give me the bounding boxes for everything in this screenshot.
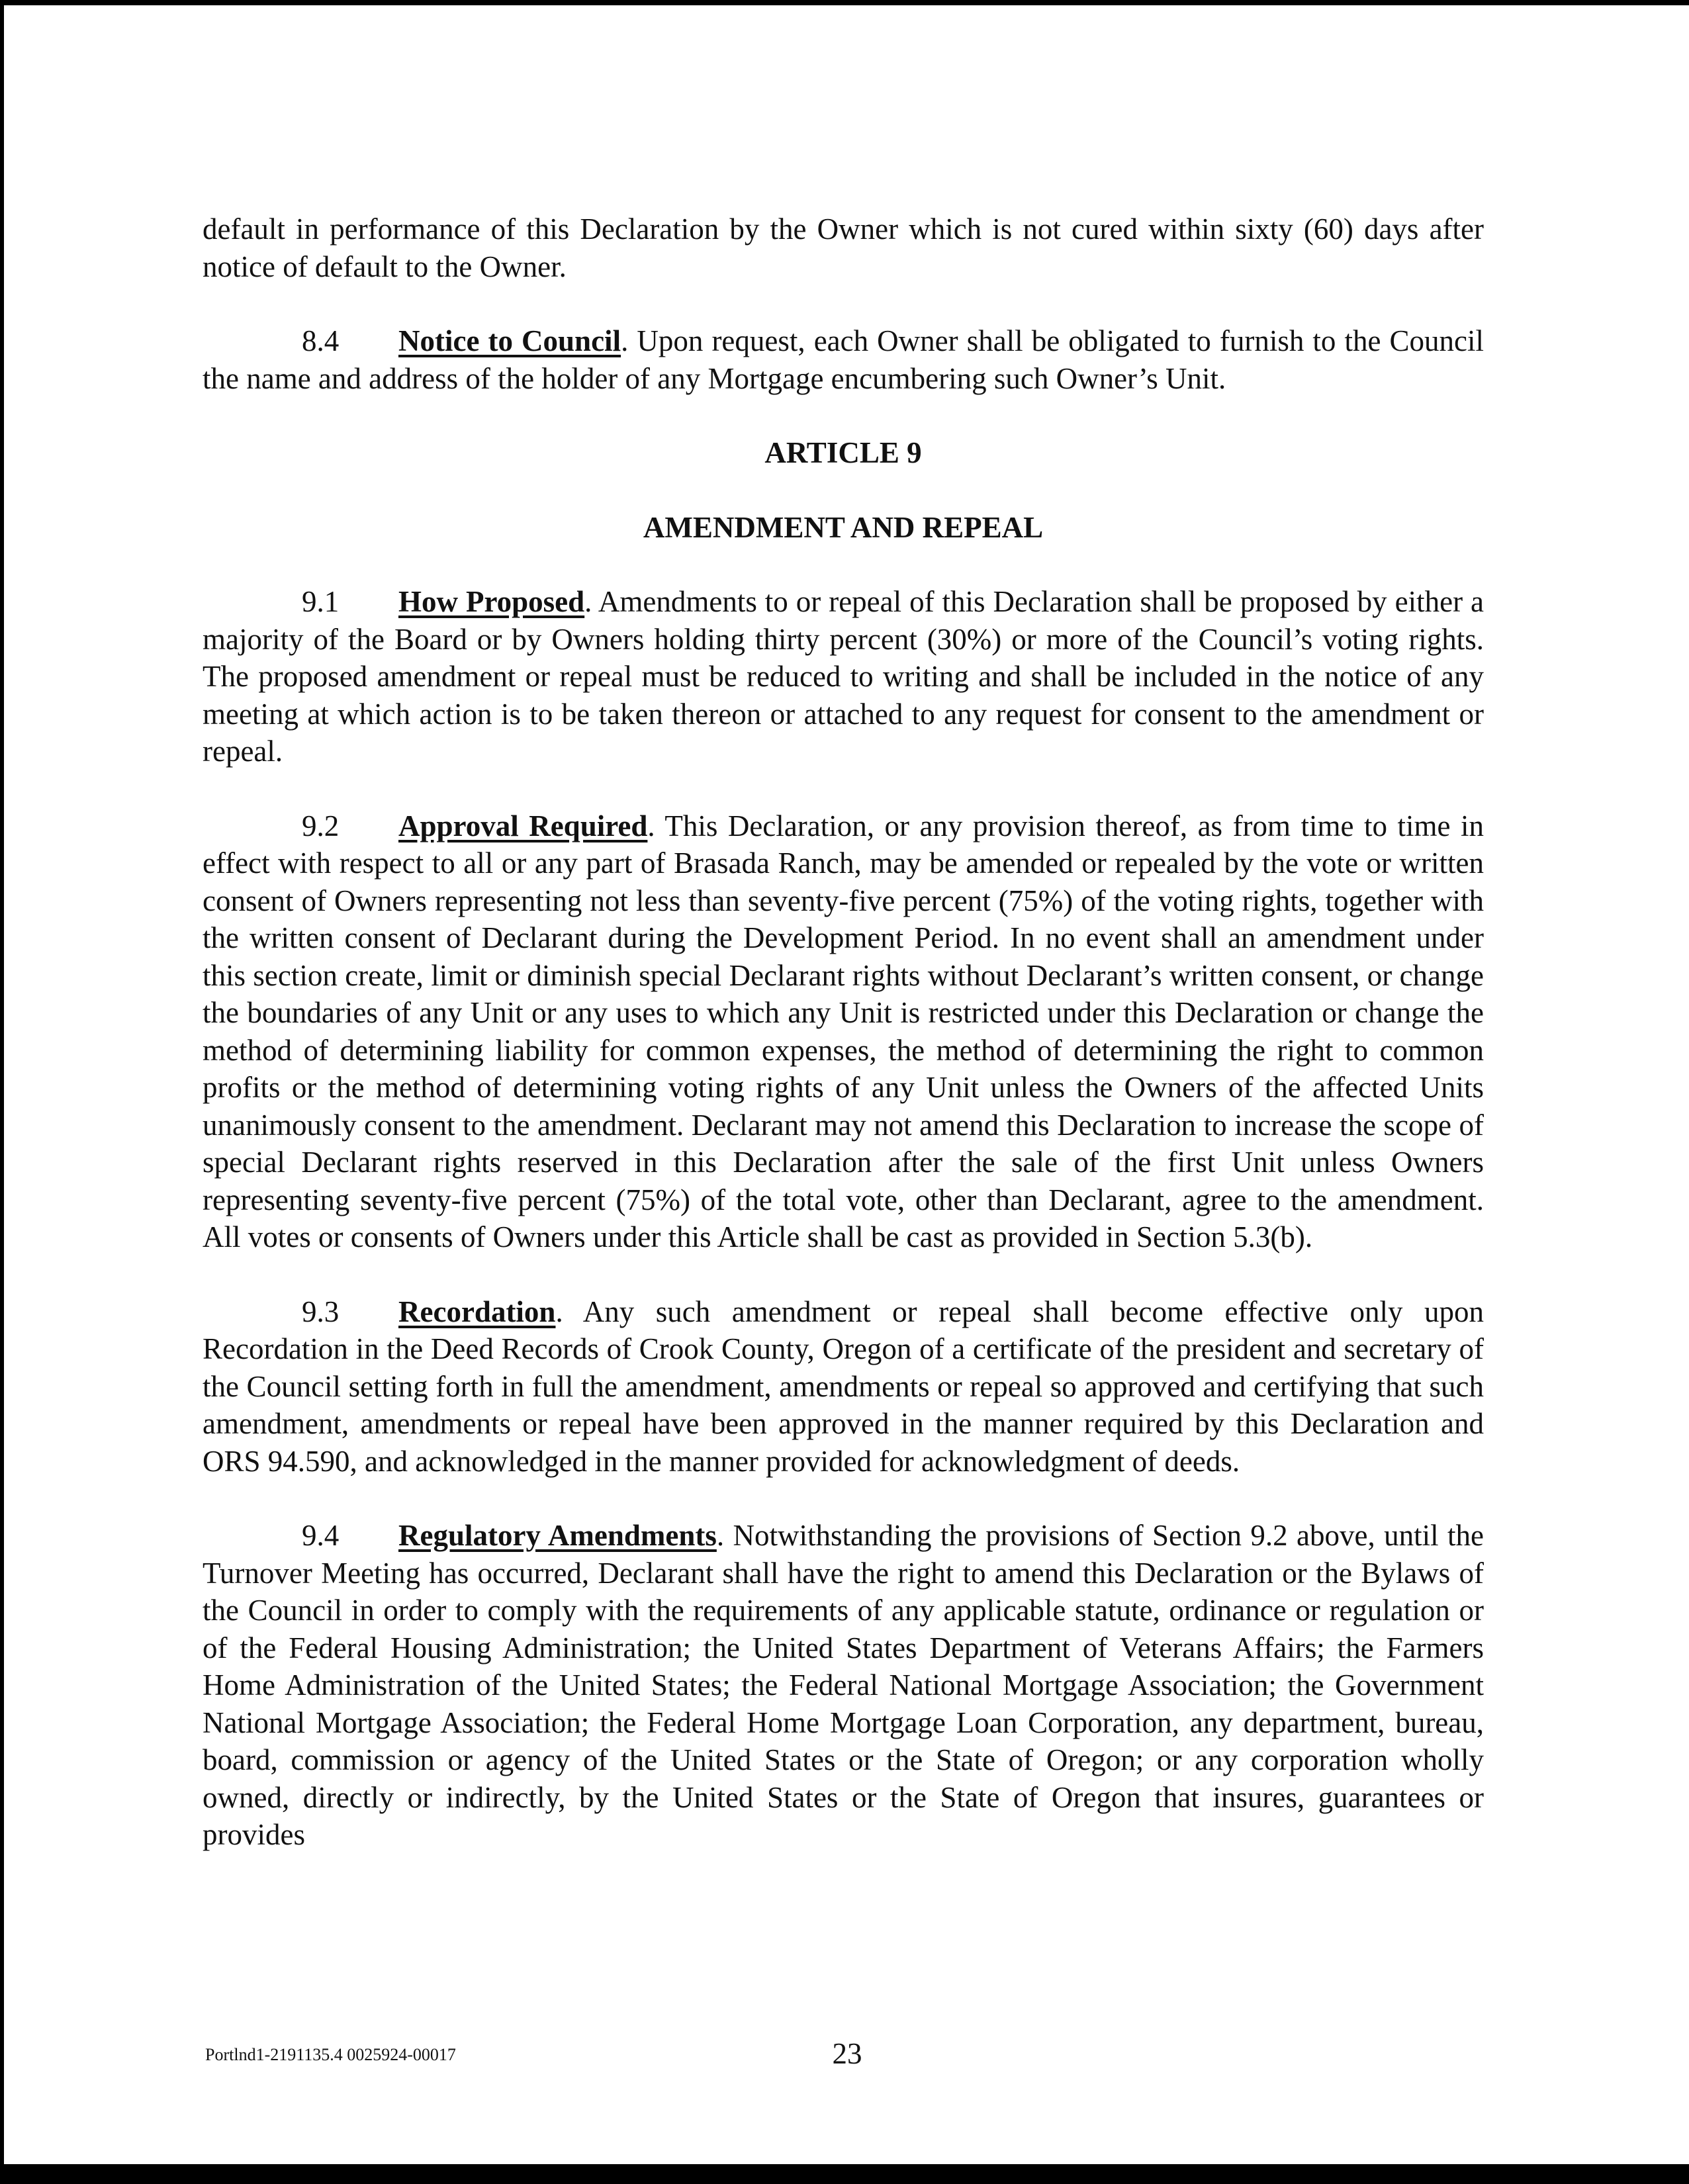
section-9-4: [203, 1517, 1484, 1854]
scan-border-top: [0, 0, 1689, 5]
section-number: 9.3: [302, 1295, 340, 1328]
page-number: 23: [832, 2037, 862, 2070]
section-title: How Proposed: [398, 585, 585, 618]
section-text: . Any such amendment or repeal shall become effective only upon Recordation in the Deed Records of Crook County, Oregon of a certificate of the president and secretary of the Council setting forth in full the amendment, amendments or repeal so approved and certifying that such amendment, amendments or repeal have been approved in the manner required by this Declaration and ORS 94.590, and acknowledged in the manner provided for acknowledgment of deeds.: [203, 1295, 1484, 1478]
section-title: Approval Required: [398, 809, 648, 842]
section-title: Notice to Council: [398, 324, 621, 357]
article-heading: ARTICLE 9: [764, 436, 922, 469]
document-body: [203, 210, 1484, 1891]
section-number: 9.4: [302, 1519, 340, 1552]
section-text: . This Declaration, or any provision thereof, as from time to time in effect with respect to all or any part of Brasada Ranch, may be amended or repealed by the vote or written consent of Owners representing not less than seventy-five percent (75%) of the voting rights, together with the written consent of Declarant during the Development Period. In no event shall an amendment under this section create, limit or diminish special Declarant rights without Declarant’s written consent, or change the boundaries of any Unit or any uses to which any Unit is restricted under this Declaration or change the method of determining liability for common expenses, the method of determining the right to common profits or the method of determining voting rights of any Unit unless the Owners of the affected Units unanimously consent to the amendment. Declarant may not amend this Declaration to increase the scope of special Declarant rights reserved in this Declaration after the sale of the first Unit unless Owners representing seventy-five percent (75%) of the total vote, other than Declarant, agree to the amendment. All votes or consents of Owners under this Article shall be cast as provided in Section 5.3(b).: [203, 809, 1484, 1253]
section-8-4: [203, 322, 1484, 397]
section-9-2: [203, 807, 1484, 1256]
section-title: Regulatory Amendments: [398, 1519, 717, 1552]
scan-border-bottom: [0, 2164, 1689, 2184]
scan-border-left: [0, 0, 4, 2184]
section-number: 9.1: [302, 585, 340, 618]
continuation-paragraph: default in performance of this Declaration by the Owner which is not cured within sixty (60) days after notice of default to the Owner.: [203, 212, 1484, 283]
section-text: . Amendments to or repeal of this Declaration shall be proposed by either a majority of the Board or by Owners holding thirty percent (30%) or more of the Council’s voting rights. The proposed amendment or repeal must be reduced to writing and shall be included in the notice of any meeting at which action is to be taken thereon or attached to any request for consent to the amendment or repeal.: [203, 585, 1484, 768]
section-title: Recordation: [398, 1295, 556, 1328]
footer-document-id: Portlnd1-2191135.4 0025924-00017: [205, 2045, 456, 2064]
article-subheading: AMENDMENT AND REPEAL: [643, 510, 1044, 544]
section-text: . Upon request, each Owner shall be obligated to furnish to the Council the name and address of the holder of any Mortgage encumbering such Owner’s Unit.: [203, 324, 1484, 395]
section-number: 9.2: [302, 809, 340, 842]
section-9-1: [203, 583, 1484, 770]
section-number: 8.4: [302, 324, 340, 357]
section-text: . Notwithstanding the provisions of Section 9.2 above, until the Turnover Meeting has occurred, Declarant shall have the right to amend this Declaration or the Bylaws of the Council in order to comply with the requirements of any applicable statute, ordinance or regulation or of the Federal Housing Administration; the United States Department of Veterans Affairs; the Farmers Home Administration of the United States; the Federal National Mortgage Association; the Government National Mortgage Association; the Federal Home Mortgage Loan Corporation, any department, bureau, board, commission or agency of the United States or the State of Oregon; or any corporation wholly owned, directly or indirectly, by the United States or the State of Oregon that insures, guarantees or provides: [203, 1519, 1484, 1851]
section-9-3: [203, 1293, 1484, 1480]
